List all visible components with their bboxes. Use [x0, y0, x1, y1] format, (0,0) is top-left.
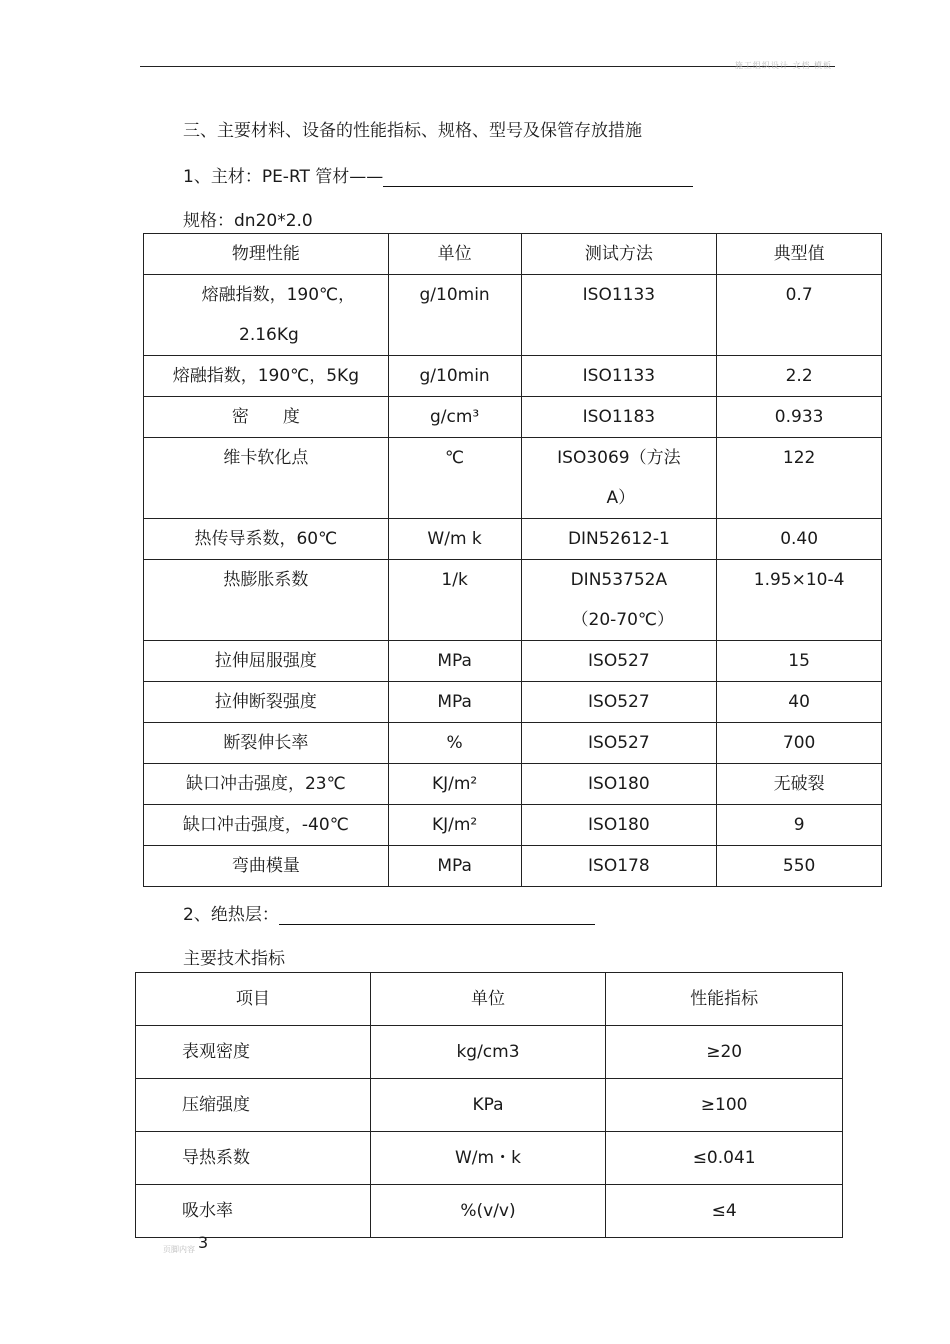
unit-cell: KPa: [370, 1079, 606, 1132]
property-cell: 缺口冲击强度，23℃: [144, 764, 389, 805]
table-row: [136, 1132, 843, 1185]
method-cell: ISO527: [521, 682, 717, 723]
method-cell: [521, 560, 717, 641]
table-header-row: [144, 234, 882, 275]
value-cell: 2.2: [717, 356, 882, 397]
unit-cell: ℃: [388, 438, 521, 519]
property-cell: 密 度: [144, 397, 389, 438]
unit-cell: g/10min: [388, 356, 521, 397]
insulation-line: [183, 900, 595, 925]
property-cell: 熔融指数，190℃，5Kg: [144, 356, 389, 397]
property-cell: 维卡软化点: [144, 438, 389, 519]
spec-line: 规格：dn20*2.0: [183, 211, 313, 231]
header-cell: 项目: [136, 973, 371, 1026]
cell-line: ISO3069（方法: [557, 448, 681, 468]
item-cell: 压缩强度: [136, 1079, 371, 1132]
unit-cell: %: [388, 723, 521, 764]
value-cell: 700: [717, 723, 882, 764]
value-cell: 无破裂: [717, 764, 882, 805]
table-row: [136, 1026, 843, 1079]
table-header-row: [136, 973, 843, 1026]
unit-cell: W/m・k: [370, 1132, 606, 1185]
value-cell: 0.933: [717, 397, 882, 438]
insulation-spec-table: [135, 972, 843, 1238]
cell-line: A）: [606, 488, 636, 508]
main-material-label: 1、主材：PE-RT 管材——: [183, 167, 384, 187]
value-cell: ≥100: [606, 1079, 843, 1132]
property-cell: 热传导系数，60℃: [144, 519, 389, 560]
unit-cell: 1/k: [388, 560, 521, 641]
insulation-label: 2、绝热层：: [183, 905, 279, 925]
value-cell: 9: [717, 805, 882, 846]
property-cell: 热膨胀系数: [144, 560, 389, 641]
footer-note: 页脚内容: [163, 1245, 195, 1254]
value-cell: 0.7: [717, 275, 882, 356]
table-row: [144, 560, 882, 641]
unit-cell: W/m k: [388, 519, 521, 560]
cell-line: 熔融指数，190℃，: [201, 285, 356, 305]
table-row: [144, 846, 882, 887]
main-material-line: [183, 162, 693, 187]
value-cell: 122: [717, 438, 882, 519]
header-cell: 单位: [370, 973, 606, 1026]
method-cell: ISO178: [521, 846, 717, 887]
page-number: 3: [198, 1233, 209, 1252]
unit-cell: MPa: [388, 846, 521, 887]
property-cell: 缺口冲击强度，-40℃: [144, 805, 389, 846]
table-row: [144, 397, 882, 438]
unit-cell: MPa: [388, 682, 521, 723]
fill-blank-underline: [279, 904, 595, 925]
value-cell: 15: [717, 641, 882, 682]
value-cell: 40: [717, 682, 882, 723]
value-cell: ≤4: [606, 1185, 843, 1238]
value-cell: ≥20: [606, 1026, 843, 1079]
unit-cell: MPa: [388, 641, 521, 682]
unit-cell: g/10min: [388, 275, 521, 356]
method-cell: ISO180: [521, 764, 717, 805]
table-row: [144, 723, 882, 764]
table-row: [144, 438, 882, 519]
table-row: [144, 805, 882, 846]
fill-blank-underline: [383, 166, 693, 187]
header-cell: 测试方法: [521, 234, 717, 275]
method-cell: ISO1183: [521, 397, 717, 438]
section-title: 三、主要材料、设备的性能指标、规格、型号及保管存放措施: [183, 121, 642, 141]
cell-line: 2.16Kg: [239, 325, 299, 345]
property-cell: 拉伸断裂强度: [144, 682, 389, 723]
property-cell: 弯曲模量: [144, 846, 389, 887]
table-row: [144, 519, 882, 560]
header-rule: [140, 66, 835, 67]
table-row: [136, 1185, 843, 1238]
method-cell: ISO527: [521, 723, 717, 764]
unit-cell: KJ/m²: [388, 764, 521, 805]
property-cell: 断裂伸长率: [144, 723, 389, 764]
unit-cell: g/cm³: [388, 397, 521, 438]
table-row: [144, 682, 882, 723]
unit-cell: KJ/m²: [388, 805, 521, 846]
value-cell: 550: [717, 846, 882, 887]
method-cell: ISO180: [521, 805, 717, 846]
property-cell: 拉伸屈服强度: [144, 641, 389, 682]
header-cell: 典型值: [717, 234, 882, 275]
pipe-properties-table: [143, 233, 882, 887]
method-cell: ISO527: [521, 641, 717, 682]
value-cell: 0.40: [717, 519, 882, 560]
method-cell: DIN52612-1: [521, 519, 717, 560]
table-row: [144, 356, 882, 397]
table-row: [144, 641, 882, 682]
insulation-subtitle: 主要技术指标: [183, 949, 285, 969]
cell-line: （20-70℃）: [571, 610, 674, 630]
method-cell: ISO1133: [521, 356, 717, 397]
item-cell: 导热系数: [136, 1132, 371, 1185]
value-cell: ≤0.041: [606, 1132, 843, 1185]
header-cell: 性能指标: [606, 973, 843, 1026]
item-cell: 表观密度: [136, 1026, 371, 1079]
unit-cell: kg/cm3: [370, 1026, 606, 1079]
unit-cell: %(v/v): [370, 1185, 606, 1238]
table-row: [144, 275, 882, 356]
method-cell: [521, 438, 717, 519]
item-cell: 吸水率: [136, 1185, 371, 1238]
header-note: 施工组织设计 文档 模板: [734, 61, 832, 70]
header-cell: 单位: [388, 234, 521, 275]
cell-line: DIN53752A: [570, 570, 668, 590]
table-row: [144, 764, 882, 805]
method-cell: ISO1133: [521, 275, 717, 356]
value-cell: 1.95×10-4: [717, 560, 882, 641]
table-row: [136, 1079, 843, 1132]
header-cell: 物理性能: [144, 234, 389, 275]
property-cell: [144, 275, 389, 356]
